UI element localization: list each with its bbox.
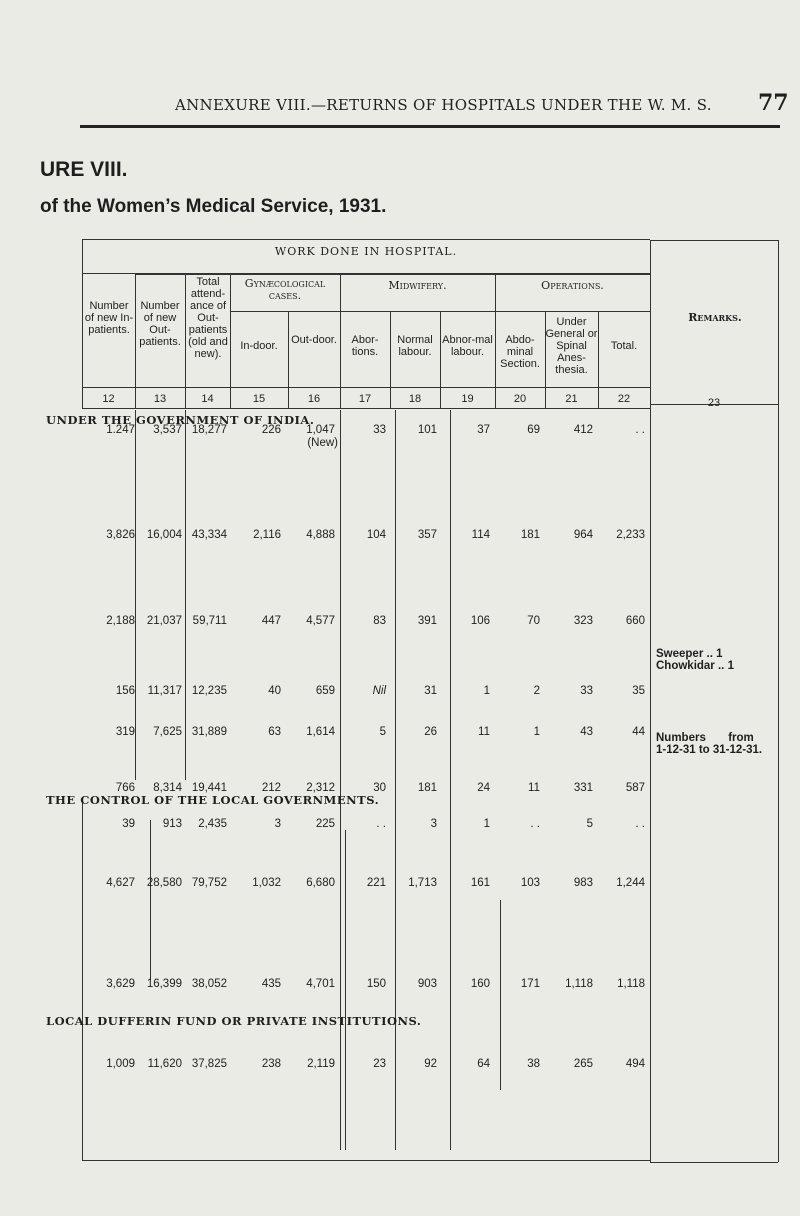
table-cell: 43 [580, 726, 593, 738]
table-cell: 6,680 [306, 877, 335, 889]
remark-line: Sweeper .. 1 [656, 648, 723, 660]
header-bottom-rule [82, 387, 650, 388]
subgroup-rule [135, 274, 650, 275]
table-cell: 39 [122, 818, 135, 830]
table-cell: 964 [573, 529, 593, 541]
col-number: 21 [565, 393, 578, 405]
col-number: 22 [617, 393, 631, 405]
table-cell: 1,009 [106, 1058, 135, 1070]
table-cell: 3,537 [153, 424, 182, 436]
table-cell: 4,888 [306, 529, 335, 541]
remarks-divider [650, 240, 651, 1162]
table-cell: 161 [470, 877, 490, 889]
section-heading: LOCAL DUFFERIN FUND OR PRIVATE INSTITUTIONS. [46, 1014, 422, 1028]
table-cell: 1 [533, 726, 540, 738]
table-cell: 412 [573, 424, 593, 436]
table-cell: Nil [372, 685, 386, 697]
table-cell: 225 [315, 818, 335, 830]
group-midwifery: Midwifery. [388, 279, 447, 292]
table-cell: 331 [573, 782, 593, 794]
table-cell: 101 [417, 424, 437, 436]
table-cell: 11,317 [147, 685, 182, 697]
body-col-line [135, 410, 136, 780]
running-head: ANNEXURE VIII.—RETURNS OF HOSPITALS UNDER THE W. M. S. [175, 96, 712, 114]
table-cell: 181 [417, 782, 437, 794]
table-cell: 33 [373, 424, 386, 436]
col-number: 19 [461, 393, 474, 405]
col-number: 13 [153, 393, 167, 405]
table-cell: 37,825 [191, 1058, 227, 1070]
table-cell: 221 [366, 877, 386, 889]
table-bottom-rule [82, 1160, 650, 1161]
header-abnormal-labour: Abnor-mal labour. [442, 334, 493, 358]
body-col-line [395, 410, 396, 1150]
page-number: 77 [758, 90, 789, 116]
table-cell: 43,334 [191, 529, 227, 541]
table-cell: 3,629 [106, 978, 135, 990]
table-cell: 160 [470, 978, 490, 990]
table-cell: 16,004 [146, 529, 182, 541]
table-cell: 2,116 [253, 529, 281, 541]
table-cell: 4,701 [306, 978, 335, 990]
group-gynaecological: Gynæcological cases. [244, 277, 326, 302]
table-cell: . . [635, 424, 645, 436]
section-heading: THE CONTROL OF THE LOCAL GOVERNMENTS. [46, 793, 380, 807]
col-number: 18 [408, 393, 422, 405]
table-cell: 64 [477, 1058, 490, 1070]
group-work-done: WORK DONE IN HOSPITAL. [274, 245, 458, 258]
remark-line: Chowkidar .. 1 [656, 660, 734, 672]
table-cell: 494 [625, 1058, 645, 1070]
group-operations: Operations. [541, 279, 604, 292]
col-number: 14 [201, 393, 214, 405]
table-cell: 1,118 [617, 978, 645, 990]
table-cell: 40 [268, 685, 281, 697]
table-cell: 28,580 [146, 877, 182, 889]
table-cell: 69 [527, 424, 540, 436]
table-cell: 35 [632, 685, 645, 697]
header-abortions: Abor-tions. [351, 334, 379, 358]
table-cell: 660 [625, 615, 645, 627]
table-cell: 903 [417, 978, 437, 990]
table-cell: 391 [417, 615, 437, 627]
body-col-line [150, 820, 151, 980]
table-cell: 2,233 [616, 529, 645, 541]
table-cell: 4,577 [306, 615, 335, 627]
header-outdoor: Out-door. [291, 334, 337, 346]
table-cell: 1,614 [306, 726, 335, 738]
table-cell: 31 [424, 685, 437, 697]
table-cell: 913 [162, 818, 182, 830]
col-number: 16 [307, 393, 321, 405]
header-normal-labour: Normal labour. [397, 334, 433, 358]
table-cell: 150 [366, 978, 386, 990]
table-cell: 319 [115, 726, 135, 738]
table-cell-note: (New) [307, 437, 338, 449]
remark-line: Numbers from [656, 732, 754, 744]
table-cell: 114 [471, 529, 490, 541]
col-number: 15 [252, 393, 266, 405]
annexure-title: URE VIII. [40, 158, 128, 181]
table-cell: 4,627 [106, 877, 135, 889]
table-cell: 18,277 [191, 424, 227, 436]
table-cell: 1.247 [106, 424, 135, 436]
table-cell: 37 [477, 424, 490, 436]
table-cell: 2,312 [306, 782, 335, 794]
table-cell: 11 [528, 782, 540, 794]
table-cell: 23 [373, 1058, 386, 1070]
mid-subrule [340, 311, 495, 312]
table-cell: 238 [261, 1058, 281, 1070]
body-col-line [450, 410, 451, 1150]
table-cell: 1,713 [408, 877, 437, 889]
table-cell: 16,399 [146, 978, 182, 990]
table-cell: 5 [586, 818, 593, 830]
table-cell: . . [530, 818, 540, 830]
table-cell: 2,188 [106, 615, 135, 627]
table-cell: 1,244 [616, 877, 645, 889]
table-cell: 21,037 [146, 615, 182, 627]
remarks-top-rule [650, 240, 778, 241]
table-cell: 435 [261, 978, 281, 990]
col-number: 12 [102, 393, 115, 405]
header-total-attendance: Total attend-ance of Out-patients (old and new). [188, 276, 228, 360]
table-cell: 587 [625, 782, 645, 794]
table-cell: 226 [261, 424, 281, 436]
table-cell: 2,435 [198, 818, 227, 830]
table-cell: 265 [573, 1058, 593, 1070]
table-cell: 24 [477, 782, 490, 794]
header-indoor: In-door. [240, 340, 278, 352]
table-cell: 766 [115, 782, 135, 794]
col-number: 17 [358, 393, 372, 405]
remark-line: 1-12-31 to 31-12-31. [656, 744, 763, 756]
table-cell: 7,625 [153, 726, 182, 738]
table-cell: 156 [115, 685, 135, 697]
table-cell: 26 [424, 726, 437, 738]
table-cell: 659 [315, 685, 335, 697]
section-heading: UNDER THE GOVERNMENT OF INDIA. [46, 413, 315, 427]
table-cell: 70 [527, 615, 540, 627]
table-cell: 1 [483, 685, 490, 697]
table-cell: 3,826 [106, 529, 135, 541]
right-border [778, 240, 779, 1162]
table-cell: 357 [417, 529, 437, 541]
table-cell: 3 [430, 818, 437, 830]
table-cell: 63 [268, 726, 281, 738]
table-cell: . . [376, 818, 386, 830]
remarks-header: Remarks. [688, 311, 742, 324]
table-cell: 1,032 [252, 877, 281, 889]
report-subtitle: of the Women’s Medical Service, 1931. [40, 196, 387, 217]
table-cell: 2,119 [307, 1058, 335, 1070]
col-number: 23 [707, 397, 721, 409]
body-col-line [340, 410, 341, 1150]
table-cell: 1,047 [306, 424, 335, 436]
table-cell: 79,752 [191, 877, 227, 889]
header-new-outpatients: Number of new Out-patients. [139, 300, 181, 348]
table-cell: 11,620 [147, 1058, 182, 1070]
table-cell: 38 [527, 1058, 540, 1070]
table-cell: 104 [366, 529, 386, 541]
table-cell: 12,235 [191, 685, 227, 697]
header-abdominal-section: Abdo-minal Section. [500, 334, 540, 370]
table-cell: 59,711 [192, 615, 227, 627]
header-anaesthesia: Under General or Spinal Anes-thesia. [545, 316, 598, 376]
col-number: 20 [513, 393, 527, 405]
table-cell: 1 [483, 818, 490, 830]
table-cell: 323 [573, 615, 593, 627]
table-cell: 212 [261, 782, 281, 794]
table-cell: 106 [470, 615, 490, 627]
gyn-subrule [230, 311, 340, 312]
body-col-line [185, 410, 186, 780]
remarks-bottom-rule [650, 1162, 778, 1163]
table-cell: 103 [520, 877, 540, 889]
table-cell: 983 [573, 877, 593, 889]
table-cell: 171 [520, 978, 540, 990]
header-total: Total. [610, 340, 638, 352]
table-cell: 5 [379, 726, 386, 738]
table-cell: 1,118 [565, 978, 593, 990]
table-cell: 33 [580, 685, 593, 697]
header-new-inpatients: Number of new In-patients. [84, 300, 134, 336]
table-cell: 83 [373, 615, 386, 627]
table-top-rule [82, 239, 650, 240]
ops-subrule [495, 311, 650, 312]
table-cell: 3 [274, 818, 281, 830]
table-cell: 181 [520, 529, 540, 541]
table-cell: 2 [533, 685, 540, 697]
table-cell: 447 [261, 615, 281, 627]
table-cell: 38,052 [191, 978, 227, 990]
colnum-bottom-rule [82, 408, 650, 409]
top-rule [80, 125, 780, 128]
table-cell: . . [635, 818, 645, 830]
col-line [82, 240, 83, 408]
table-cell: 44 [632, 726, 645, 738]
table-cell: 31,889 [191, 726, 227, 738]
table-cell: 92 [424, 1058, 437, 1070]
table-cell: 19,441 [191, 782, 227, 794]
table-cell: 11 [478, 726, 490, 738]
table-cell: 30 [373, 782, 386, 794]
table-cell: 8,314 [153, 782, 182, 794]
